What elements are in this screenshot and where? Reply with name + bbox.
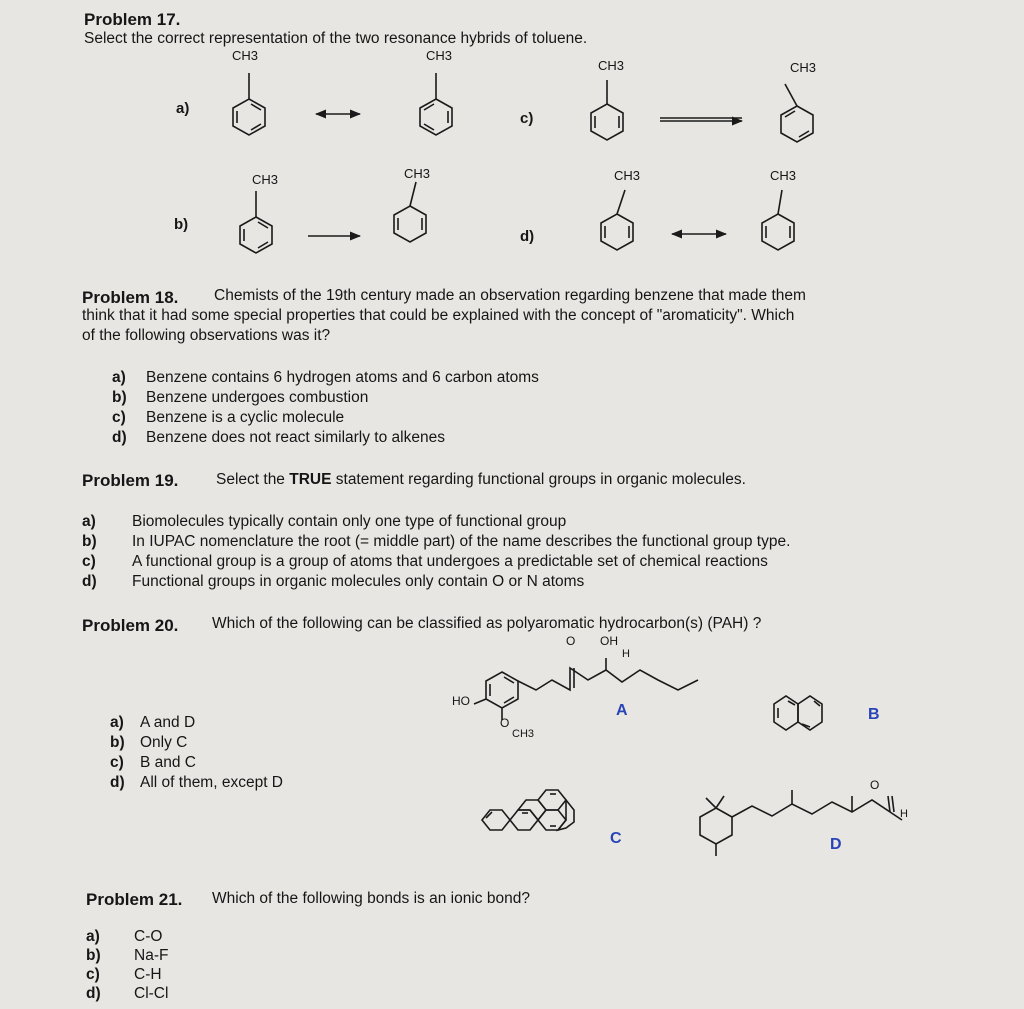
ch3-label: CH3 [426,48,453,63]
atom-o-label: O [500,716,510,730]
ch3-label: CH3 [614,168,641,183]
problem-21-question: Which of the following bonds is an ionic bond? [212,890,530,907]
p19-option-a[interactable] [82,513,566,531]
p19-option-c[interactable] [82,553,768,571]
toluene-b-left [240,191,272,253]
structure-c-label: C [610,830,622,847]
option-letter: c) [82,553,96,570]
p18-option-d[interactable] [112,429,445,447]
atom-ho-label: HO [452,694,470,708]
p21-option-a[interactable] [86,928,162,946]
question-post: statement regarding functional groups in organic molecules. [331,471,746,488]
problem-19-question [216,471,746,489]
option-text: Functional groups in organic molecules only contain O or N atoms [132,573,585,590]
option-text: Benzene does not react similarly to alkenes [146,429,445,446]
toluene-a-right [420,73,452,135]
ch3-label: CH3 [232,48,259,63]
option-letter: a) [110,714,124,731]
option-letter: c) [112,409,126,426]
option-letter: b) [86,947,101,964]
pah-structures [0,630,1024,890]
structure-d [700,790,902,856]
option-letter: c) [110,754,124,771]
option-letter: d) [82,573,97,590]
atom-o-label: O [870,778,880,792]
option-text: Benzene is a cyclic molecule [146,409,345,426]
p17-option-b[interactable]: b) [174,216,189,233]
p18-option-b[interactable] [112,389,368,407]
option-text: Biomolecules typically contain only one type of functional group [132,513,567,530]
structure-c [482,790,574,830]
problem-19-title: Problem 19. [82,471,179,490]
structure-a-label: A [616,702,628,719]
p21-option-d[interactable] [86,985,168,1003]
structure-d-label: D [830,836,842,853]
problem-21-title: Problem 21. [86,890,183,909]
question-pre: Select the [216,471,290,488]
toluene-structures [0,0,1024,290]
p18-option-c[interactable] [112,409,344,427]
problem-17-title: Problem 17. [84,10,181,29]
option-letter: a) [112,369,126,386]
atom-o-label: O [566,634,576,648]
option-letter: d) [112,429,127,446]
ch3-label: CH3 [404,166,431,181]
option-letter: b) [112,389,127,406]
option-text: Only C [140,734,188,751]
p21-option-c[interactable] [86,966,162,984]
toluene-a-left [233,73,265,135]
problem-18-title: Problem 18. [82,288,179,307]
toluene-d-right [762,190,794,250]
toluene-d-left [601,190,633,250]
structure-b [774,696,822,730]
structure-b-label: B [868,706,880,723]
p18-option-a[interactable] [112,369,539,387]
problem-20-question: Which of the following can be classified as polyaromatic hydrocarbon(s) (PAH) ? [212,615,762,632]
option-text: A and D [140,714,196,731]
option-text: A functional group is a group of atoms that undergoes a predictable set of chemical reactions [132,553,768,570]
option-letter: b) [82,533,97,550]
toluene-c-right [781,84,813,142]
problem-18-line1: Chemists of the 19th century made an observation regarding benzene that made them [214,287,806,304]
p17-option-a[interactable]: a) [176,100,190,117]
atom-ch3-label: CH3 [512,728,535,740]
structure-a [474,658,698,720]
p19-option-d[interactable] [82,573,584,591]
option-letter: a) [82,513,96,530]
option-letter: d) [110,774,125,791]
ch3-label: CH3 [252,172,279,187]
option-text: C-O [134,928,163,945]
problem-17-question: Select the correct representation of the two resonance hybrids of toluene. [84,30,588,47]
option-text: Benzene undergoes combustion [146,389,369,406]
option-letter: c) [86,966,100,983]
atom-h-label: H [900,808,908,820]
option-text: C-H [134,966,162,983]
question-emphasis: TRUE [289,471,332,488]
problem-18-line2: think that it had some special properties that could be explained with the concept of "aromaticity". Which [82,307,795,324]
option-letter: b) [110,734,125,751]
option-text: Benzene contains 6 hydrogen atoms and 6 carbon atoms [146,369,539,386]
ch3-label: CH3 [770,168,797,183]
toluene-c-left [591,80,623,140]
ch3-label: CH3 [598,58,625,73]
problem-20-title: Problem 20. [82,616,179,635]
option-letter: d) [86,985,101,1002]
p17-option-d[interactable]: d) [520,228,535,245]
p19-option-b[interactable] [82,533,790,551]
option-letter: a) [86,928,100,945]
option-text: All of them, except D [140,774,284,791]
problem-18-line3: of the following observations was it? [82,327,331,344]
p17-option-c[interactable]: c) [520,110,534,127]
atom-h-label: H [622,648,630,660]
toluene-b-right [394,182,426,242]
ch3-label: CH3 [790,60,817,75]
option-text: B and C [140,754,197,771]
option-text: In IUPAC nomenclature the root (= middle part) of the name describes the functional group type. [132,533,791,550]
option-text: Na-F [134,947,169,964]
option-text: Cl-Cl [134,985,169,1002]
p21-option-b[interactable] [86,947,168,965]
atom-oh-label: OH [600,634,618,648]
